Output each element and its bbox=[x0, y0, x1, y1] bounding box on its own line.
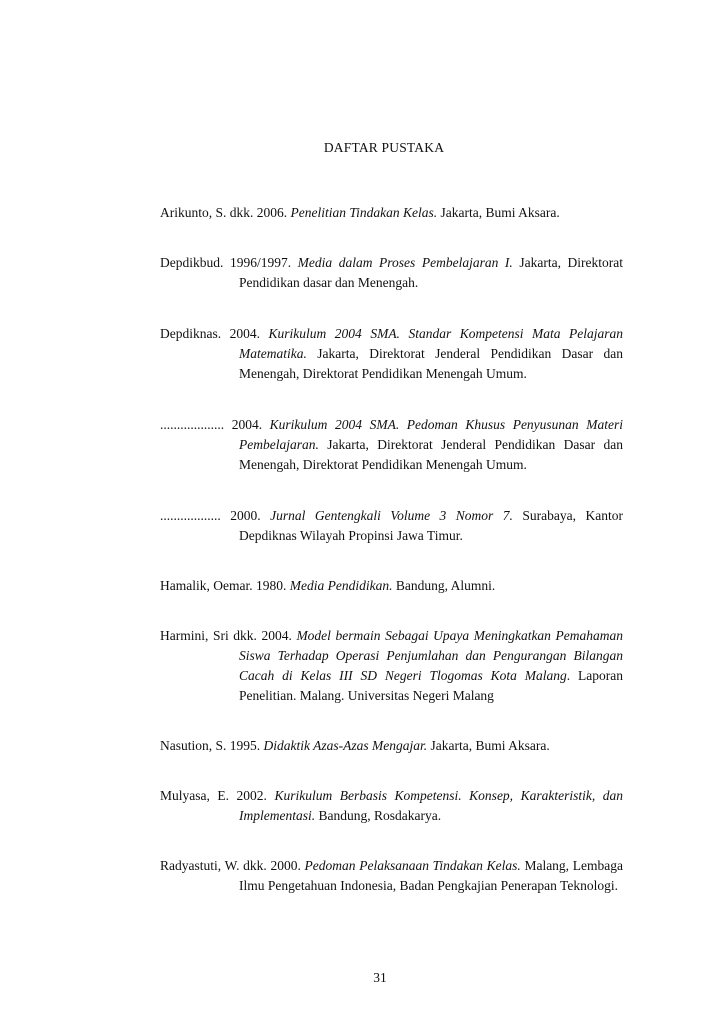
reference-list bbox=[160, 203, 623, 896]
reference-entry bbox=[160, 253, 623, 293]
reference-title: Kurikulum Berbasis Kompetensi. Konsep, Karakteristik, dan Implementasi. bbox=[239, 788, 623, 823]
reference-title: Penelitian Tindakan Kelas. bbox=[290, 205, 438, 220]
reference-author: Depdiknas. 2004. bbox=[160, 326, 269, 341]
reference-entry bbox=[160, 415, 623, 475]
reference-publisher: Jakarta, Bumi Aksara. bbox=[437, 205, 560, 220]
reference-title: Pedoman Pelaksanaan Tindakan Kelas. bbox=[304, 858, 521, 873]
reference-entry bbox=[160, 736, 623, 756]
reference-publisher: . Laporan Penelitian. Malang. Universitas Negeri Malang bbox=[239, 668, 623, 703]
reference-publisher: Bandung, Rosdakarya. bbox=[315, 808, 442, 823]
reference-entry bbox=[160, 506, 623, 546]
reference-publisher: Jakarta, Direktorat Jenderal Pendidikan Dasar dan Menengah, Direktorat Pendidikan Menengah Umum. bbox=[239, 437, 623, 472]
page-title: DAFTAR PUSTAKA bbox=[323, 140, 445, 155]
reference-publisher: Jakarta, Direktorat Pendidikan dasar dan Menengah. bbox=[239, 255, 624, 290]
reference-title: Jurnal Gentengkali Volume 3 Nomor 7. bbox=[270, 508, 513, 523]
reference-entry bbox=[160, 324, 623, 384]
reference-entry bbox=[160, 576, 623, 596]
reference-title: Media dalam Proses Pembelajaran I. bbox=[297, 255, 513, 270]
reference-entry bbox=[160, 203, 623, 223]
reference-title: Model bermain Sebagai Upaya Meningkatkan Pemahaman Siswa Terhadap Operasi Penjumlahan dan Pengurangan Bilangan Cacah di Kelas III SD Negeri Tlogomas Kota Malang bbox=[239, 628, 623, 683]
reference-title: Media Pendidikan. bbox=[289, 578, 393, 593]
page-number: 31 bbox=[373, 970, 387, 985]
reference-publisher: Surabaya, Kantor Depdiknas Wilayah Propinsi Jawa Timur. bbox=[239, 508, 623, 543]
reference-title: Kurikulum 2004 SMA. Standar Kompetensi Mata Pelajaran Matematika. bbox=[239, 326, 623, 361]
reference-publisher: Malang, Lembaga Ilmu Pengetahuan Indonesia, Badan Pengkajian Penerapan Teknologi. bbox=[239, 858, 623, 893]
reference-entry bbox=[160, 626, 623, 706]
reference-author: .................. 2000. bbox=[160, 508, 271, 523]
reference-entry bbox=[160, 856, 623, 896]
reference-author: Radyastuti, W. dkk. 2000. bbox=[160, 858, 305, 873]
reference-author: Harmini, Sri dkk. 2004. bbox=[160, 628, 297, 643]
reference-author: ................... 2004. bbox=[160, 417, 270, 432]
reference-publisher: Bandung, Alumni. bbox=[392, 578, 496, 593]
reference-publisher: Jakarta, Bumi Aksara. bbox=[427, 738, 550, 753]
reference-author: Depdikbud. 1996/1997. bbox=[160, 255, 298, 270]
reference-title: Didaktik Azas-Azas Mengajar. bbox=[263, 738, 428, 753]
reference-author: Hamalik, Oemar. 1980. bbox=[160, 578, 290, 593]
reference-author: Mulyasa, E. 2002. bbox=[160, 788, 275, 803]
reference-author: Arikunto, S. dkk. 2006. bbox=[160, 205, 291, 220]
reference-publisher: Jakarta, Direktorat Jenderal Pendidikan Dasar dan Menengah, Direktorat Pendidikan Menengah Umum. bbox=[239, 346, 623, 381]
reference-entry bbox=[160, 786, 623, 826]
reference-title: Kurikulum 2004 SMA. Pedoman Khusus Penyusunan Materi Pembelajaran. bbox=[239, 417, 624, 452]
reference-author: Nasution, S. 1995. bbox=[160, 738, 264, 753]
